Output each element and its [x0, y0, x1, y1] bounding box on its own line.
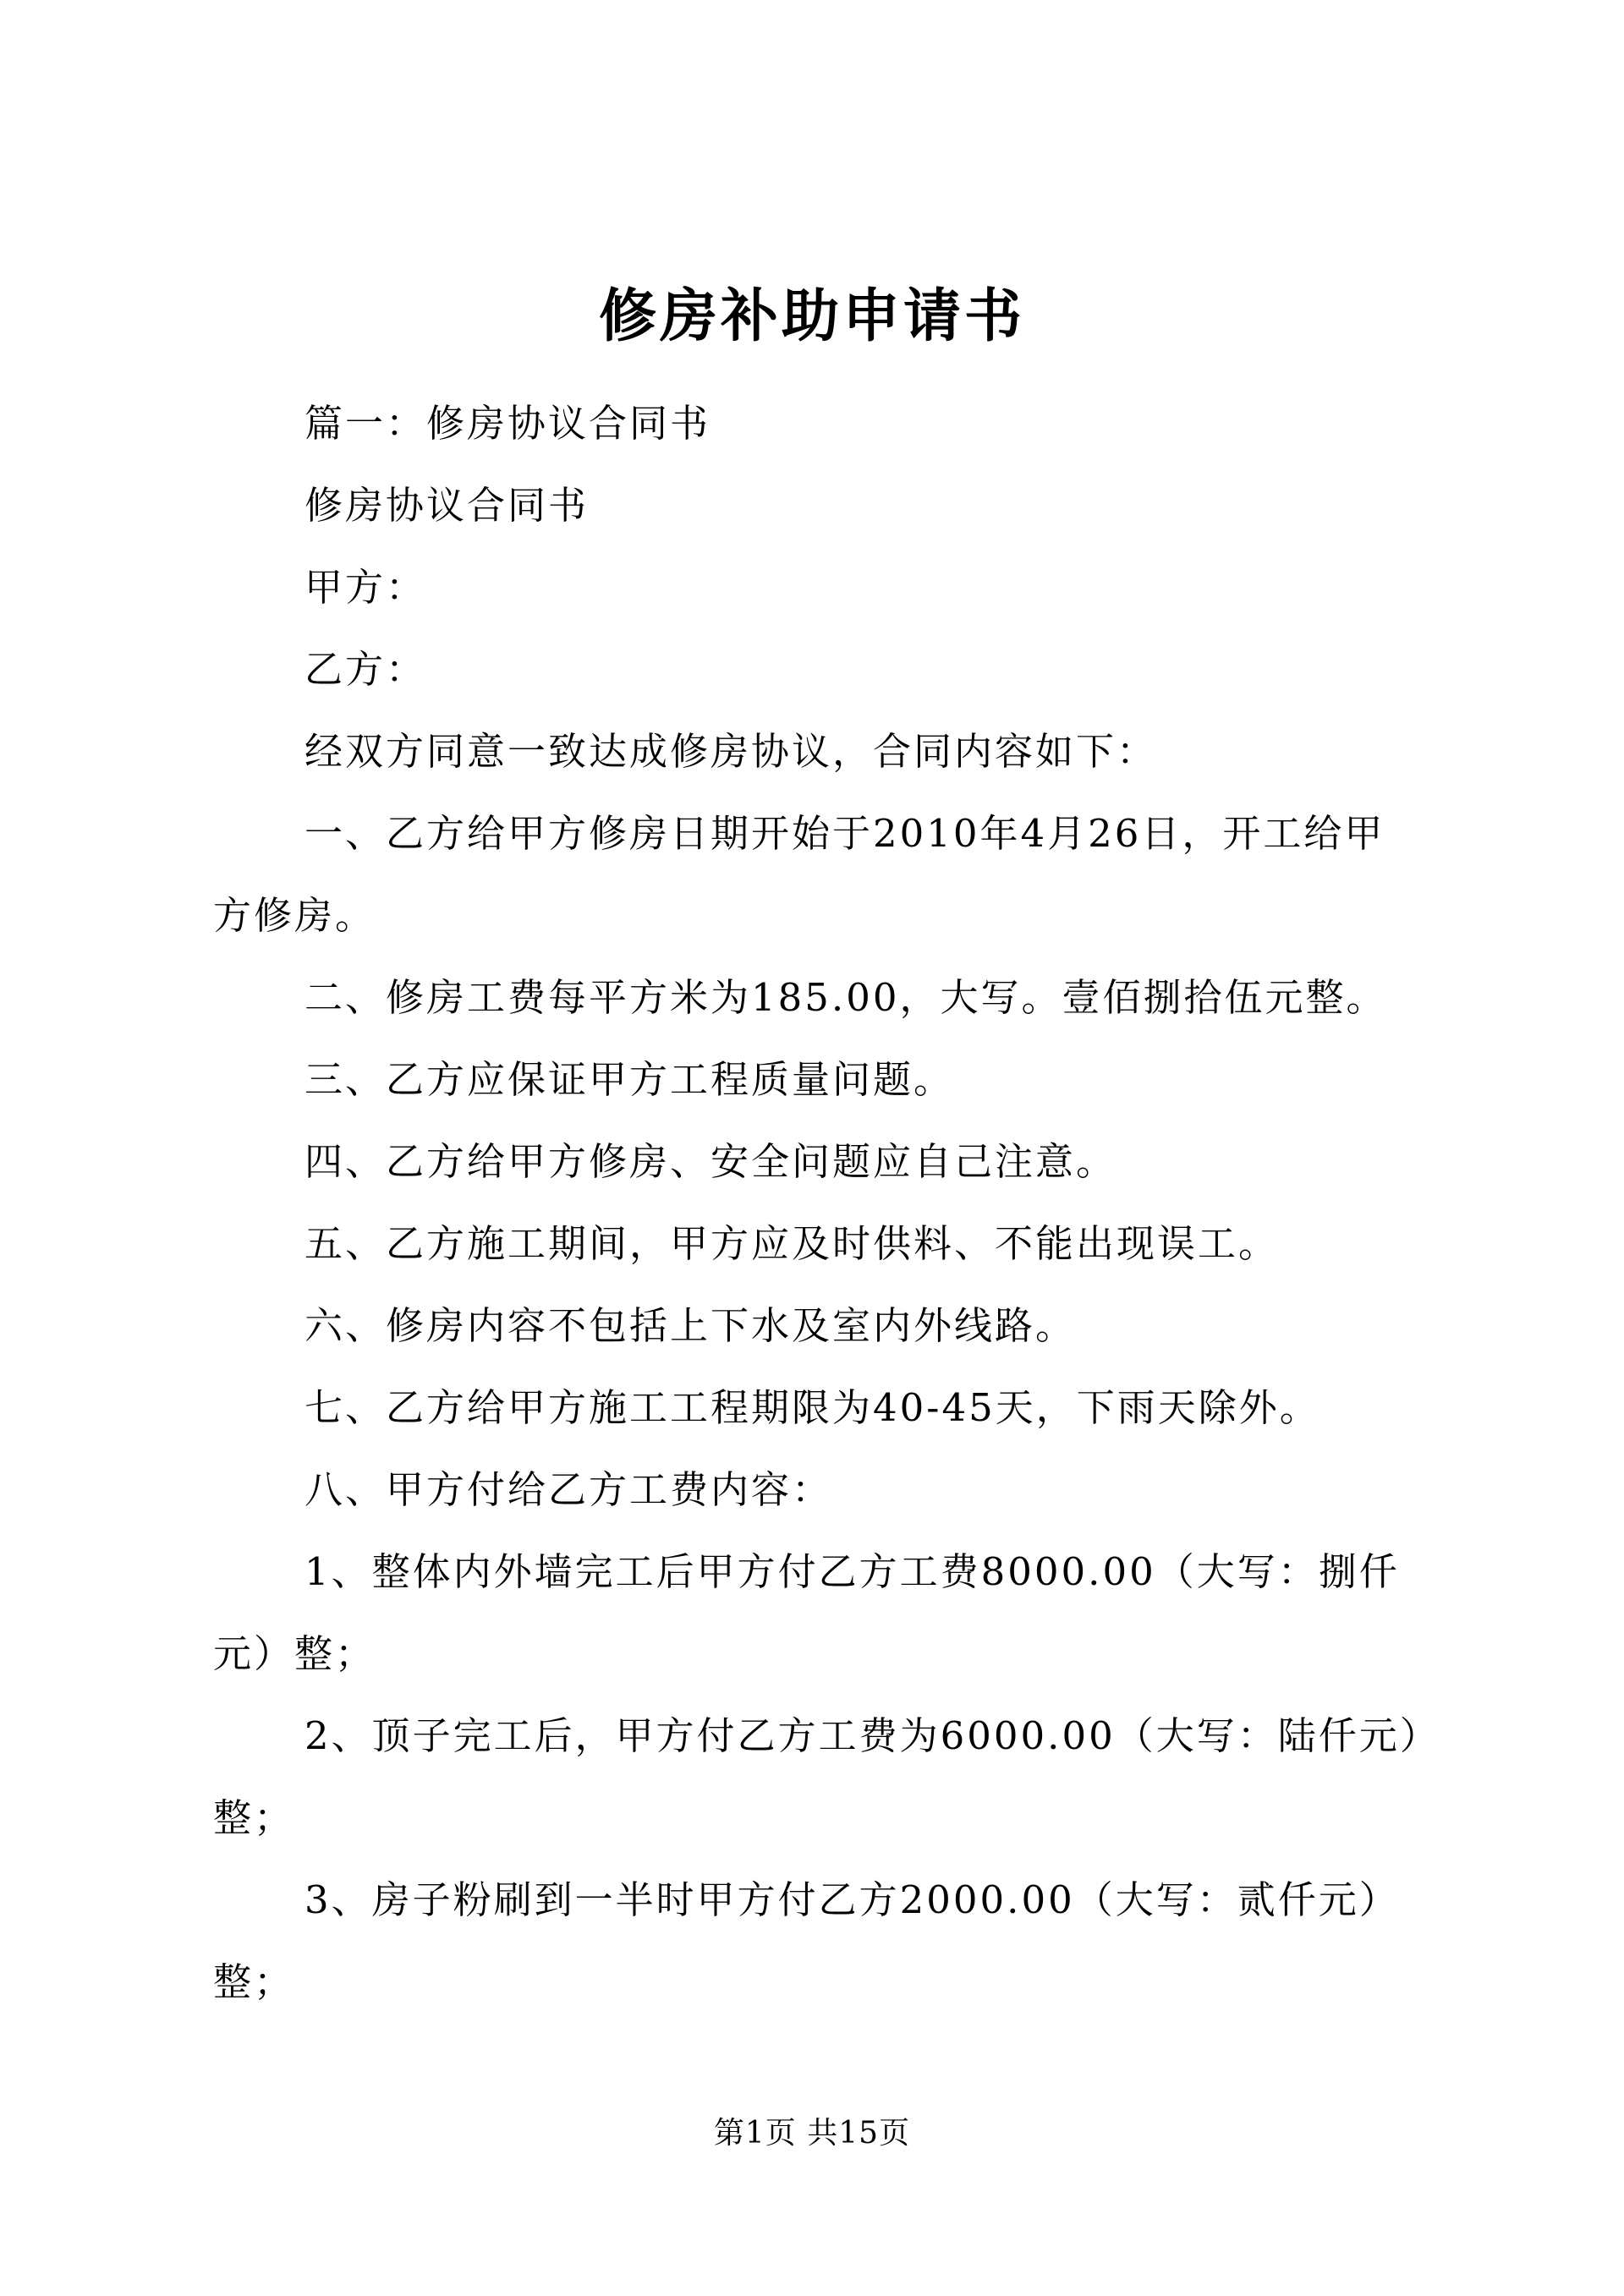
paragraph-contract-title: 修房协议合同书: [304, 483, 590, 528]
paragraph-clause-3: 三、乙方应保证甲方工程质量问题。: [304, 1057, 955, 1102]
paragraph-clause-8: 八、甲方付给乙方工费内容：: [304, 1467, 833, 1512]
document-title: 修房补助申请书: [598, 282, 1025, 350]
paragraph-clause-5: 五、乙方施工期间，甲方应及时供料、不能出现误工。: [304, 1221, 1280, 1266]
paragraph-party-b: 乙方：: [304, 647, 427, 692]
paragraph-clause-6: 六、修房内容不包括上下水及室内外线路。: [304, 1303, 1077, 1348]
paragraph-payment-1: 1、整体内外墙完工后甲方付乙方工费8000.00（大写：捌仟元）整；: [213, 1549, 1400, 1676]
paragraph-party-a: 甲方：: [304, 565, 427, 610]
paragraph-clause-1: 一、乙方给甲方修房日期开始于2010年4月26日，开工给甲方修房。: [213, 811, 1385, 938]
paragraph-payment-2: 2、顶子完工后，甲方付乙方工费为6000.00（大写：陆仟元）整；: [213, 1713, 1422, 1840]
paragraph-section-heading: 篇一：修房协议合同书: [304, 401, 711, 446]
paragraph-payment-3: 3、房子粉刷到一半时甲方付乙方2000.00（大写：贰仟元）整；: [213, 1877, 1400, 2004]
paragraph-clause-4: 四、乙方给甲方修房、安全问题应自己注意。: [304, 1139, 1117, 1184]
page-number-footer: 第1页 共15页: [713, 2116, 911, 2151]
paragraph-intro: 经双方同意一致达成修房协议，合同内容如下：: [304, 729, 1158, 774]
paragraph-clause-7: 七、乙方给甲方施工工程期限为40-45天，下雨天除外。: [304, 1385, 1320, 1430]
document-body: [213, 382, 1423, 2023]
paragraph-clause-2: 二、修房工费每平方米为185.00，大写。壹佰捌拾伍元整。: [304, 975, 1387, 1020]
